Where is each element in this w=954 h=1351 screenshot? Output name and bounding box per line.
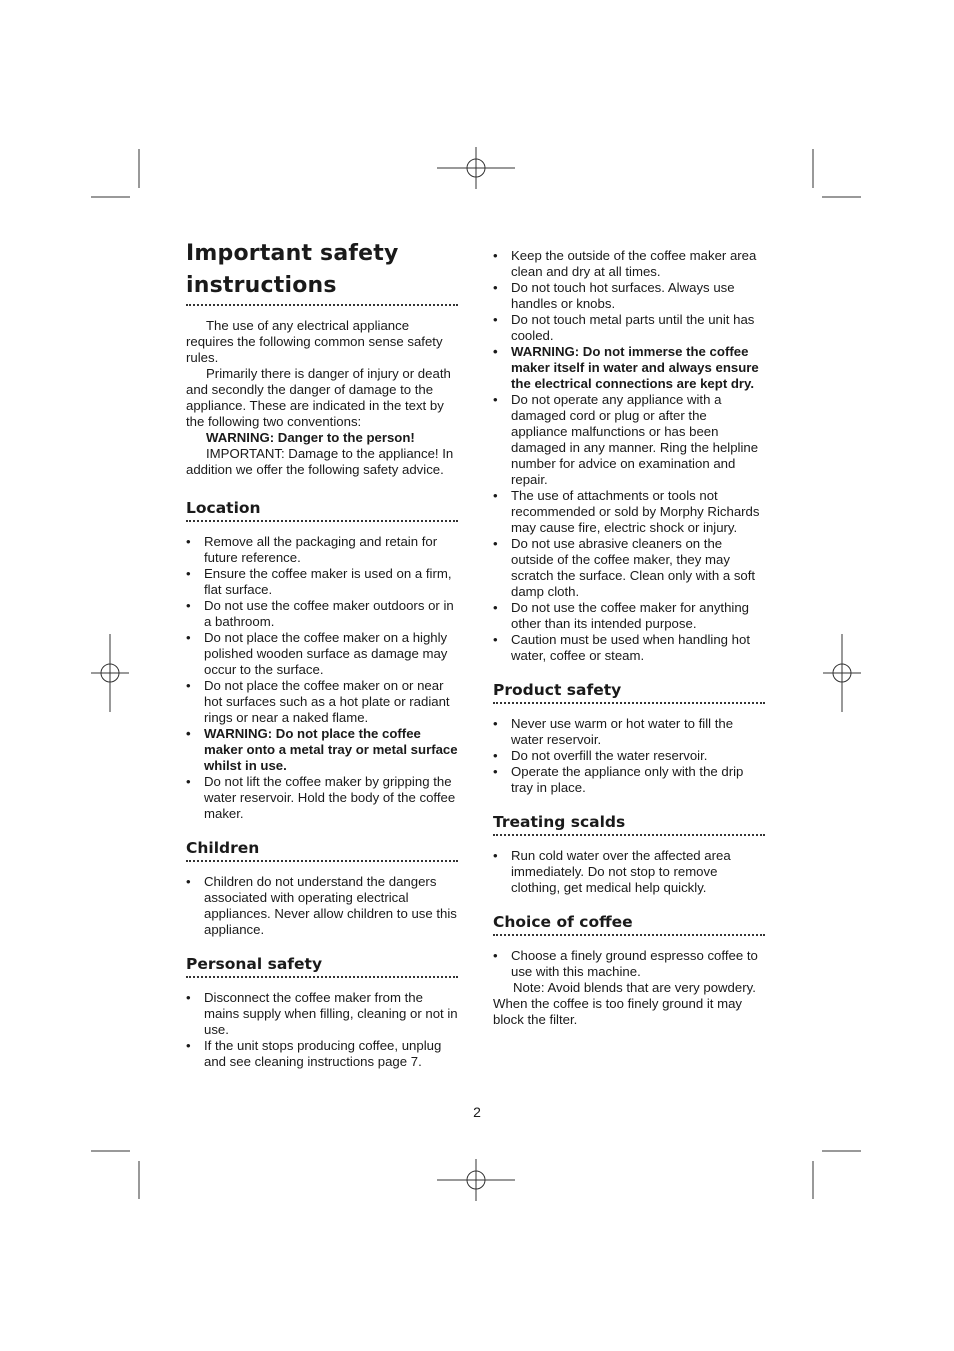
intro-important: IMPORTANT: Damage to the appliance! In addition we offer the following safety advice. (186, 446, 454, 477)
product-safety-heading: Product safety (493, 680, 765, 704)
choice-of-coffee-section (493, 912, 765, 1028)
title-divider (186, 304, 458, 306)
intro-paragraph-2: Primarily there is danger of injury or death and secondly the danger of damage to the appliance. These are indicated in the text by the following two conventions: (186, 366, 451, 429)
list-item: • Never use warm or hot water to fill the water reservoir. (493, 716, 765, 748)
list-item: • Do not use the coffee maker for anything other than its intended purpose. (493, 600, 765, 632)
list-item: • Ensure the coffee maker is used on a firm, flat surface. (186, 566, 458, 598)
list-item-warning: • WARNING: Do not place the coffee maker onto a metal tray or metal surface whilst in use. (186, 726, 458, 774)
children-list (186, 874, 458, 938)
choice-of-coffee-heading: Choice of coffee (493, 912, 765, 936)
location-list (186, 534, 458, 822)
page-number: 2 (473, 1104, 481, 1120)
intro-paragraph-1: The use of any electrical appliance requires the following common sense safety rules. (186, 318, 443, 365)
list-item: • Do not lift the coffee maker by gripping the water reservoir. Hold the body of the coffee maker. (186, 774, 458, 822)
list-item: • If the unit stops producing coffee, unplug and see cleaning instructions page 7. (186, 1038, 458, 1070)
title-line-2: instructions (186, 273, 337, 298)
list-item: • Do not touch metal parts until the unit has cooled. (493, 312, 765, 344)
list-item: • The use of attachments or tools not recommended or sold by Morphy Richards may cause fire, electric shock or injury. (493, 488, 765, 536)
coffee-note: Note: Avoid blends that are very powdery. When the coffee is too finely ground it may block the filter. (493, 980, 756, 1027)
title-line-1: Important safety (186, 241, 399, 266)
product-safety-list (493, 716, 765, 796)
list-item: • Do not overfill the water reservoir. (493, 748, 765, 764)
page-title (186, 238, 458, 302)
personal-safety-heading: Personal safety (186, 954, 458, 978)
personal-safety-list (186, 990, 458, 1070)
registration-mark-right (823, 634, 861, 712)
location-section (186, 498, 458, 822)
children-heading: Children (186, 838, 458, 862)
personal-safety-section (186, 954, 458, 1070)
product-safety-section (493, 680, 765, 796)
list-item: • Choose a finely ground espresso coffee to use with this machine. (493, 948, 765, 980)
list-item: • Operate the appliance only with the drip tray in place. (493, 764, 765, 796)
list-item: • Do not operate any appliance with a damaged cord or plug or after the appliance malfunctions or has been damaged in any manner. Ring the helpline number for advice on examination and repair. (493, 392, 765, 488)
intro-warning: WARNING: Danger to the person! (206, 430, 415, 445)
treating-scalds-list (493, 848, 765, 896)
treating-scalds-heading: Treating scalds (493, 812, 765, 836)
list-item: • Keep the outside of the coffee maker area clean and dry at all times. (493, 248, 765, 280)
list-item: • Do not place the coffee maker on a highly polished wooden surface as damage may occur to the surface. (186, 630, 458, 678)
registration-mark-left (91, 634, 129, 712)
registration-mark-top (437, 147, 515, 189)
list-item: • Do not use the coffee maker outdoors or in a bathroom. (186, 598, 458, 630)
children-section (186, 838, 458, 938)
list-item: • Remove all the packaging and retain for future reference. (186, 534, 458, 566)
list-item: • Run cold water over the affected area immediately. Do not stop to remove clothing, get medical help quickly. (493, 848, 765, 896)
choice-of-coffee-list (493, 948, 765, 980)
list-item: • Disconnect the coffee maker from the mains supply when filling, cleaning or not in use. (186, 990, 458, 1038)
list-item: • Do not place the coffee maker on or near hot surfaces such as a hot plate or radiant rings or near a naked flame. (186, 678, 458, 726)
personal-safety-list-continued (493, 248, 765, 664)
treating-scalds-section (493, 812, 765, 896)
list-item: • Children do not understand the dangers associated with operating electrical appliances. Never allow children to use this appliance. (186, 874, 458, 938)
left-column (186, 238, 458, 1070)
list-item-warning: • WARNING: Do not immerse the coffee maker itself in water and always ensure the electrical connections are kept dry. (493, 344, 765, 392)
registration-mark-bottom (437, 1159, 515, 1201)
list-item: • Do not use abrasive cleaners on the outside of the coffee maker, they may scratch the surface. Clean only with a soft damp cloth. (493, 536, 765, 600)
list-item: • Caution must be used when handling hot water, coffee or steam. (493, 632, 765, 664)
list-item: • Do not touch hot surfaces. Always use handles or knobs. (493, 280, 765, 312)
right-column (493, 248, 765, 1028)
location-heading: Location (186, 498, 458, 522)
